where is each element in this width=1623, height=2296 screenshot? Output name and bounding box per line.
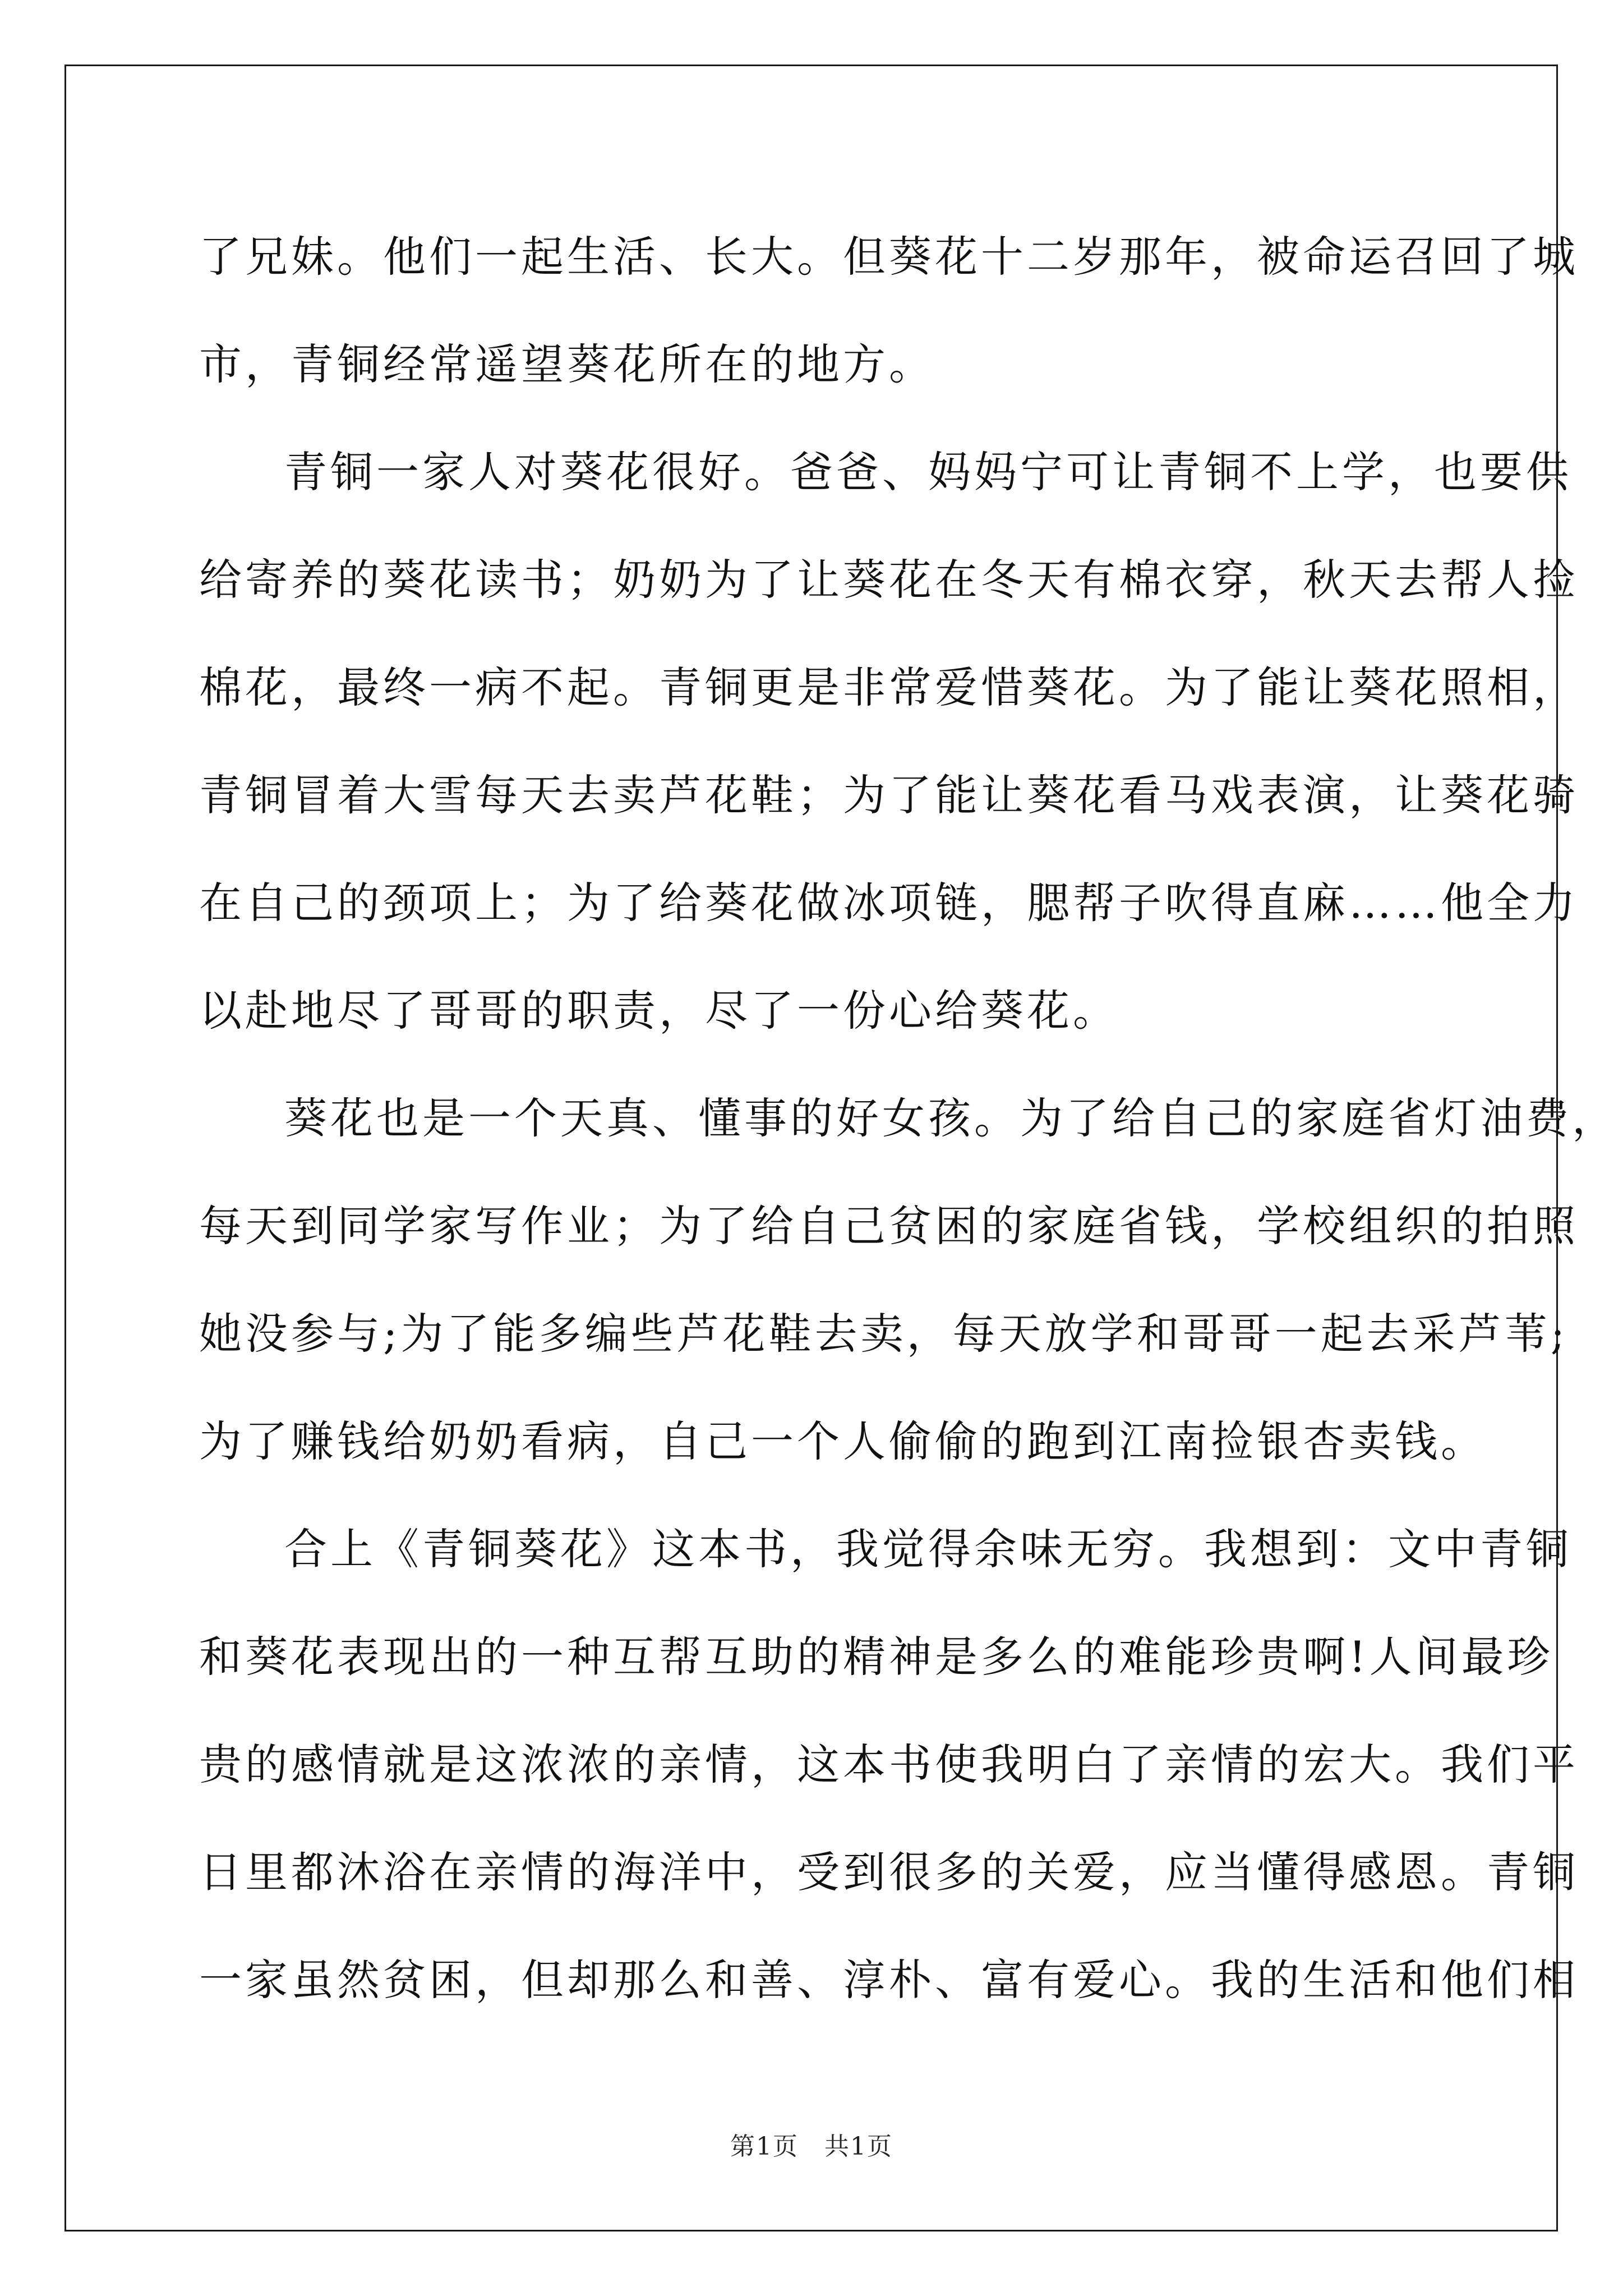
text-line: 每天到同学家写作业；为了给自己贫困的家庭省钱，学校组织的拍照 [199, 1201, 1579, 1251]
text-line: 和葵花表现出的一种互帮互助的精神是多么的难能珍贵啊!人间最珍 [199, 1632, 1553, 1682]
text-line: 一家虽然贫困，但却那么和善、淳朴、富有爱心。我的生活和他们相 [199, 1955, 1579, 2005]
text-line: 她没参与;为了能多编些芦花鞋去卖，每天放学和哥哥一起去采芦苇; [199, 1309, 1569, 1359]
text-line: 为了赚钱给奶奶看病，自己一个人偷偷的跑到江南捡银杏卖钱。 [199, 1416, 1487, 1466]
paragraph-3 [199, 1065, 1618, 1496]
text-line: 棉花，最终一病不起。青铜更是非常爱惜葵花。为了能让葵花照相， [199, 662, 1579, 712]
page-footer: 第1页 共1页 [730, 2132, 893, 2161]
text-line: 贵的感情就是这浓浓的亲情，这本书使我明白了亲情的宏大。我们平 [199, 1740, 1579, 1789]
paragraph-1 [199, 203, 1579, 418]
paragraph-4 [199, 1496, 1579, 2034]
text-line: 在自己的颈项上；为了给葵花做冰项链，腮帮子吹得直麻……他全力 [199, 878, 1579, 928]
text-line: 青铜冒着大雪每天去卖芦花鞋；为了能让葵花看马戏表演，让葵花骑 [199, 770, 1579, 820]
text-line: 日里都沐浴在亲情的海洋中，受到很多的关爱，应当懂得感恩。青铜 [199, 1847, 1579, 1897]
document-body [199, 203, 1618, 2034]
text-line: 了兄妹。他们一起生活、长大。但葵花十二岁那年，被命运召回了城 [199, 232, 1579, 282]
paragraph-2 [199, 418, 1579, 1065]
text-line: 葵花也是一个天真、懂事的好女孩。为了给自己的家庭省灯油费， [284, 1093, 1618, 1143]
text-line: 给寄养的葵花读书；奶奶为了让葵花在冬天有棉衣穿，秋天去帮人捡 [199, 555, 1579, 605]
text-line: 市，青铜经常遥望葵花所在的地方。 [199, 339, 935, 389]
text-line: 青铜一家人对葵花很好。爸爸、妈妈宁可让青铜不上学，也要供 [284, 447, 1572, 497]
text-line: 合上《青铜葵花》这本书，我觉得余味无穷。我想到：文中青铜 [284, 1524, 1572, 1574]
text-line: 以赴地尽了哥哥的职责，尽了一份心给葵花。 [199, 986, 1119, 1036]
